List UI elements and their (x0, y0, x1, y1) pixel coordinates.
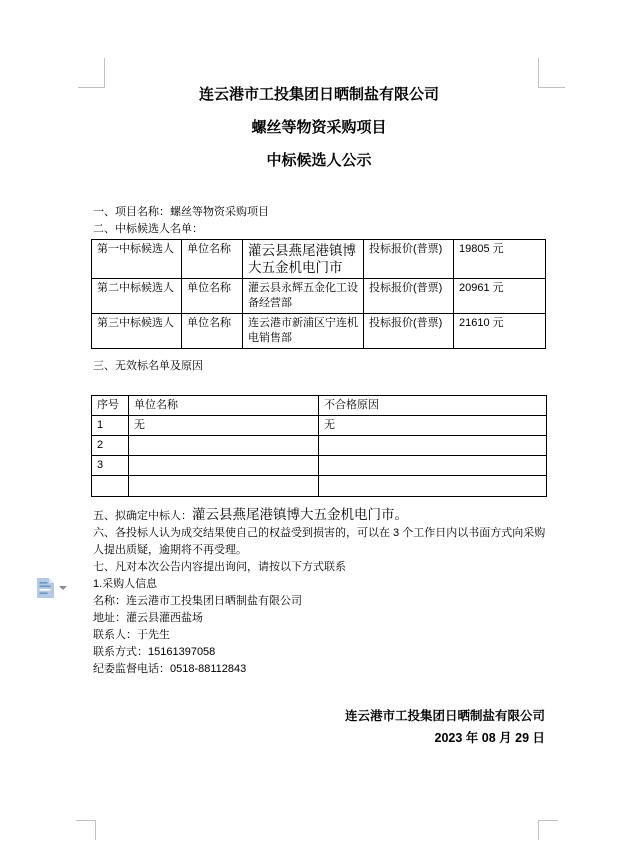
section-inquiry-contact: 七、凡对本次公告内容提出询问，请按以下方式联系 (93, 561, 346, 573)
candidate-rank: 第一中标候选人 (92, 240, 182, 279)
cell-unit (129, 436, 319, 456)
footer-date: 2023 年 08 月 29 日 (434, 731, 545, 745)
contact-phone: 联系方式：15161397058 (93, 646, 216, 658)
footer-signature (93, 705, 545, 749)
invalid-row-1 (92, 416, 547, 436)
cell-seq: 1 (92, 416, 129, 436)
buyer-address: 地址：灌云县灌西盐场 (93, 612, 203, 624)
invalid-bids-table (91, 395, 547, 497)
lower-text-block (93, 506, 549, 678)
crop-mark-bottom-right (538, 820, 558, 840)
buyer-name: 名称：连云港市工投集团日晒制盐有限公司 (93, 595, 302, 607)
candidates-table (91, 239, 546, 349)
dropdown-arrow-icon[interactable] (59, 586, 67, 590)
cell-reason (319, 436, 547, 456)
column-header-seq: 序号 (92, 396, 129, 416)
crop-mark-bottom-left (76, 820, 96, 840)
invalid-table-header-row (92, 396, 547, 416)
candidate-rank: 第三中标候选人 (92, 314, 182, 349)
section-invalid-bids-heading: 三、无效标名单及原因 (93, 360, 203, 372)
cell-unit: 无 (129, 416, 319, 436)
candidate-price: 19805 元 (454, 240, 546, 279)
price-label: 投标报价(普票) (364, 314, 454, 349)
cell-unit (129, 476, 319, 497)
cell-reason (319, 476, 547, 497)
contact-person: 联系人：于先生 (93, 629, 170, 641)
crop-mark-top-left (78, 58, 105, 88)
invalid-row-4 (92, 476, 547, 497)
cell-seq: 2 (92, 436, 129, 456)
section-proposed-winner (93, 506, 549, 525)
cell-reason (319, 456, 547, 476)
document-title-project: 螺丝等物资采购项目 (251, 119, 387, 136)
document-title-company: 连云港市工投集团日晒制盐有限公司 (198, 86, 439, 103)
price-label: 投标报价(普票) (364, 240, 454, 279)
section-objection-notice: 六、各投标人认为成交结果使自己的权益受到损害的，可以在 3 个工作日内以书面方式向采购人提出质疑，逾期将不再受理。 (93, 527, 546, 556)
supervision-phone: 纪委监督电话：0518-88112843 (93, 663, 247, 675)
candidate-unit-name: 灌云县永辉五金化工设备经营部 (243, 279, 364, 314)
cell-unit (129, 456, 319, 476)
candidate-price: 21610 元 (454, 314, 546, 349)
section-candidate-list-heading: 二、中标候选人名单： (93, 223, 203, 235)
proposed-winner-prefix: 五、拟确定中标人： (93, 510, 192, 522)
candidate-row-1 (92, 240, 546, 279)
unit-label: 单位名称 (182, 240, 243, 279)
footer-company: 连云港市工投集团日晒制盐有限公司 (344, 709, 545, 723)
invalid-row-3 (92, 456, 547, 476)
cell-seq: 3 (92, 456, 129, 476)
unit-label: 单位名称 (182, 279, 243, 314)
candidate-row-3 (92, 314, 546, 349)
candidate-unit-name: 灌云县燕尾港镇博大五金机电门市 (243, 240, 364, 279)
cell-seq (92, 476, 129, 497)
candidate-rank: 第二中标候选人 (92, 279, 182, 314)
buyer-info-heading: 1.采购人信息 (93, 578, 158, 590)
unit-label: 单位名称 (182, 314, 243, 349)
column-header-unit: 单位名称 (129, 396, 319, 416)
candidate-price: 20961 元 (454, 279, 546, 314)
crop-mark-top-right (538, 58, 565, 88)
price-label: 投标报价(普票) (364, 279, 454, 314)
invalid-row-2 (92, 436, 547, 456)
candidate-row-2 (92, 279, 546, 314)
candidate-unit-name: 连云港市新浦区宁连机电销售部 (243, 314, 364, 349)
section-1-2 (93, 204, 545, 238)
paste-options-icon[interactable] (36, 577, 56, 599)
cell-reason: 无 (319, 416, 547, 436)
section-project-name: 一、项目名称：螺丝等物资采购项目 (93, 206, 269, 218)
document-title-announcement: 中标候选人公示 (266, 152, 372, 169)
paste-options-widget[interactable] (36, 577, 70, 601)
column-header-reason: 不合格原因 (319, 396, 547, 416)
proposed-winner-name: 灌云县燕尾港镇博大五金机电门市。 (192, 507, 408, 522)
